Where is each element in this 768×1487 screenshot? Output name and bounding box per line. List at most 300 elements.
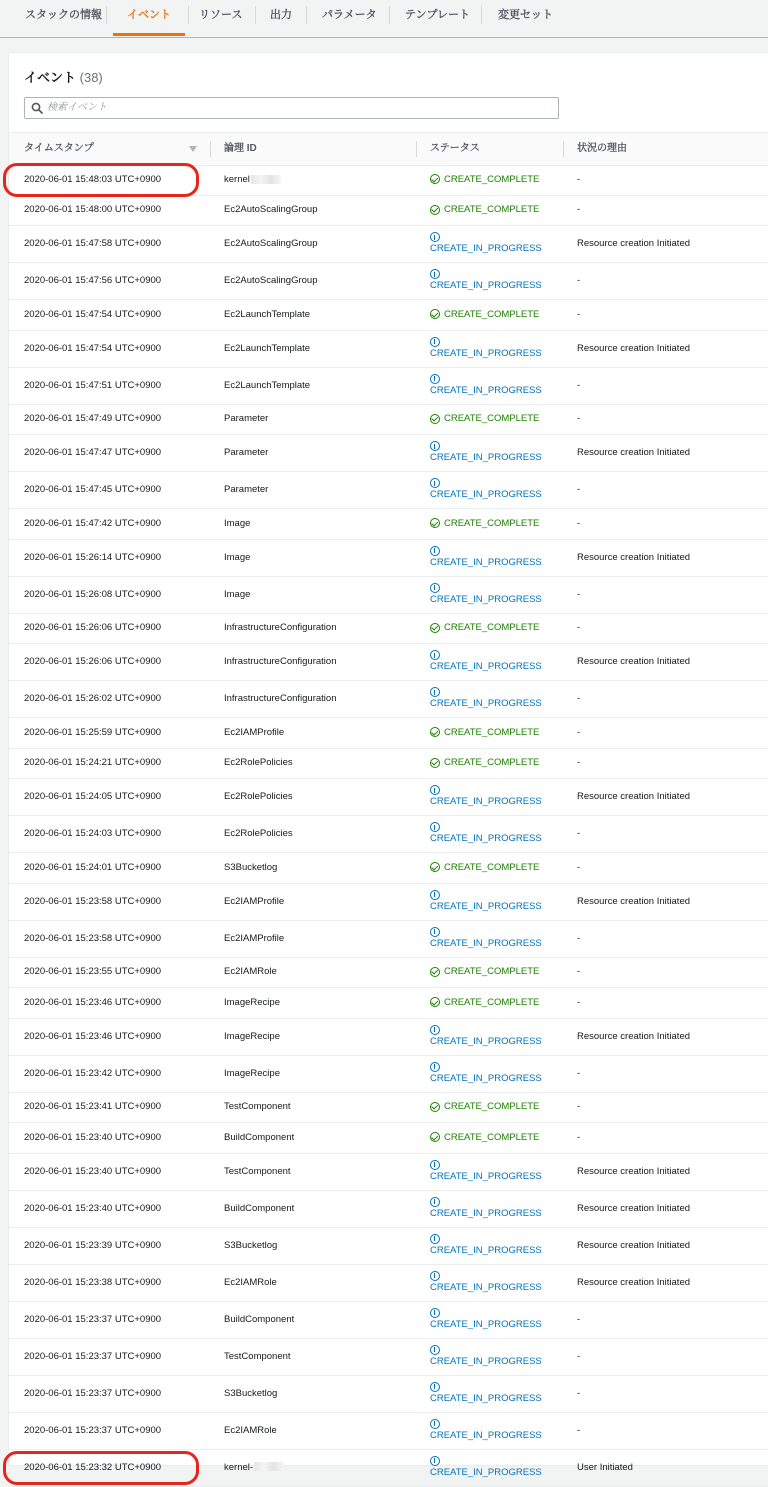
logical-id-text: S3Bucketlog bbox=[224, 861, 278, 873]
cell-status bbox=[430, 232, 542, 254]
status-text: CREATE_COMPLETE bbox=[444, 413, 540, 425]
cell-status bbox=[430, 1160, 542, 1182]
cell-logical-id bbox=[224, 1277, 277, 1288]
cell-timestamp: 2020-06-01 15:23:37 UTC+0900 bbox=[24, 1350, 162, 1362]
cell-status bbox=[430, 269, 542, 291]
status-text: CREATE_IN_PROGRESS bbox=[430, 1318, 542, 1330]
cell-logical-id bbox=[224, 1351, 291, 1362]
cell-status bbox=[430, 757, 539, 768]
cell-reason: Resource creation Initiated bbox=[577, 1165, 691, 1177]
info-circle-icon bbox=[430, 687, 440, 697]
cell-reason: Resource creation Initiated bbox=[577, 238, 691, 249]
table-row bbox=[9, 921, 768, 958]
table-row bbox=[9, 263, 768, 300]
cell-status bbox=[430, 441, 542, 463]
status-text: CREATE_IN_PROGRESS bbox=[430, 1281, 542, 1293]
cell-status bbox=[430, 890, 542, 912]
col-status[interactable]: ステータス bbox=[430, 143, 480, 154]
status-text: CREATE_IN_PROGRESS bbox=[430, 1429, 542, 1441]
info-circle-icon bbox=[430, 1382, 440, 1392]
logical-id-text: BuildComponent bbox=[224, 1131, 295, 1143]
cell-reason: - bbox=[577, 308, 581, 320]
sort-desc-icon[interactable] bbox=[189, 146, 197, 152]
status-text: CREATE_IN_PROGRESS bbox=[430, 384, 542, 396]
status-text: CREATE_COMPLETE bbox=[444, 1101, 540, 1113]
cell-status bbox=[430, 1308, 542, 1330]
table-row bbox=[9, 435, 768, 472]
search-icon bbox=[31, 102, 43, 114]
status-text: CREATE_COMPLETE bbox=[444, 966, 540, 978]
logical-id-text: TestComponent bbox=[224, 1101, 291, 1113]
info-circle-icon bbox=[430, 927, 440, 937]
cell-reason: - bbox=[577, 1101, 581, 1113]
info-circle-icon bbox=[430, 232, 440, 242]
table-row bbox=[9, 1265, 768, 1302]
cell-status bbox=[430, 583, 542, 605]
cell-reason: - bbox=[577, 1313, 581, 1325]
cell-reason: - bbox=[577, 828, 581, 839]
status-text: CREATE_COMPLETE bbox=[444, 1131, 540, 1143]
column-divider bbox=[416, 141, 417, 157]
redacted-text bbox=[251, 175, 281, 184]
status-text: CREATE_IN_PROGRESS bbox=[430, 489, 542, 500]
cell-reason: - bbox=[577, 1350, 581, 1362]
logical-id-text: Ec2IAMProfile bbox=[224, 895, 285, 907]
cell-logical-id bbox=[224, 757, 293, 768]
status-text: CREATE_IN_PROGRESS bbox=[430, 1392, 542, 1404]
cell-timestamp: 2020-06-01 15:23:37 UTC+0900 bbox=[24, 1313, 162, 1325]
info-circle-icon bbox=[430, 1197, 440, 1207]
status-text: CREATE_IN_PROGRESS bbox=[430, 1355, 542, 1367]
table-row bbox=[9, 779, 768, 816]
table-row bbox=[9, 1191, 768, 1228]
info-circle-icon bbox=[430, 441, 440, 451]
table-row bbox=[9, 1339, 768, 1376]
check-circle-icon bbox=[430, 758, 440, 768]
cell-reason: - bbox=[577, 1387, 581, 1399]
cell-status bbox=[430, 413, 539, 424]
cell-status bbox=[430, 374, 542, 396]
status-text: CREATE_COMPLETE bbox=[444, 308, 540, 320]
cell-status bbox=[430, 687, 542, 709]
cell-timestamp: 2020-06-01 15:23:40 UTC+0900 bbox=[24, 1165, 162, 1177]
cell-reason: - bbox=[577, 413, 581, 425]
logical-id-text: Parameter bbox=[224, 447, 269, 458]
check-circle-icon bbox=[430, 518, 440, 528]
cell-timestamp: 2020-06-01 15:23:55 UTC+0900 bbox=[24, 966, 162, 978]
cell-logical-id bbox=[224, 1425, 277, 1436]
status-text: CREATE_IN_PROGRESS bbox=[430, 1072, 542, 1084]
cell-timestamp: 2020-06-01 15:23:32 UTC+0900 bbox=[24, 1461, 162, 1473]
tab-divider bbox=[481, 6, 482, 24]
logical-id-text: S3Bucketlog bbox=[224, 1239, 278, 1251]
cell-timestamp: 2020-06-01 15:47:58 UTC+0900 bbox=[24, 238, 162, 249]
cell-logical-id bbox=[224, 447, 268, 458]
tab-resources[interactable]: リソース bbox=[199, 9, 243, 21]
cell-reason: Resource creation Initiated bbox=[577, 895, 691, 907]
info-circle-icon bbox=[430, 583, 440, 593]
cell-reason: - bbox=[577, 1131, 581, 1143]
logical-id-text: Ec2AutoScalingGroup bbox=[224, 204, 318, 216]
cell-logical-id bbox=[224, 997, 280, 1008]
logical-id-text: ImageRecipe bbox=[224, 1030, 280, 1042]
tab-divider bbox=[106, 6, 107, 24]
logical-id-text: kernel- bbox=[224, 1461, 254, 1473]
cell-status bbox=[430, 997, 539, 1008]
table-row bbox=[9, 577, 768, 614]
logical-id-text: Ec2IAMProfile bbox=[224, 932, 285, 944]
events-panel bbox=[8, 52, 768, 1478]
logical-id-text: Ec2RolePolicies bbox=[224, 828, 293, 839]
status-text: CREATE_COMPLETE bbox=[444, 622, 540, 634]
check-circle-icon bbox=[430, 727, 440, 737]
panel-title-text: イベント bbox=[24, 70, 77, 85]
info-circle-icon bbox=[430, 822, 440, 832]
status-text: CREATE_COMPLETE bbox=[444, 757, 540, 769]
tab-change-sets[interactable]: 変更セット bbox=[498, 9, 553, 21]
cell-reason: - bbox=[577, 932, 581, 944]
logical-id-text: Ec2RolePolicies bbox=[224, 791, 293, 802]
cell-timestamp: 2020-06-01 15:24:03 UTC+0900 bbox=[24, 828, 162, 839]
tab-template[interactable]: テンプレート bbox=[405, 9, 471, 21]
cell-logical-id bbox=[224, 484, 268, 495]
info-circle-icon bbox=[430, 1271, 440, 1281]
table-row bbox=[9, 958, 768, 989]
status-text: CREATE_IN_PROGRESS bbox=[430, 593, 542, 605]
tab-divider bbox=[188, 6, 189, 24]
cell-timestamp: 2020-06-01 15:23:38 UTC+0900 bbox=[24, 1276, 162, 1288]
cell-reason: - bbox=[577, 757, 581, 769]
cell-reason: - bbox=[577, 379, 581, 391]
info-circle-icon bbox=[430, 1062, 440, 1072]
table-row bbox=[9, 1376, 768, 1413]
cell-logical-id bbox=[224, 1462, 284, 1473]
check-circle-icon bbox=[430, 1132, 440, 1142]
cell-timestamp: 2020-06-01 15:24:05 UTC+0900 bbox=[24, 791, 162, 802]
logical-id-text: TestComponent bbox=[224, 1350, 291, 1362]
info-circle-icon bbox=[430, 1160, 440, 1170]
tab-stack-info[interactable]: スタックの情報 bbox=[25, 9, 102, 21]
cell-status bbox=[430, 966, 539, 977]
cell-logical-id bbox=[224, 693, 336, 704]
info-circle-icon bbox=[430, 337, 440, 347]
cell-status bbox=[430, 1345, 542, 1367]
logical-id-text: Ec2LaunchTemplate bbox=[224, 342, 311, 354]
logical-id-text: Ec2IAMRole bbox=[224, 966, 277, 978]
cell-logical-id bbox=[224, 933, 284, 944]
status-text: CREATE_IN_PROGRESS bbox=[430, 280, 542, 291]
cell-timestamp: 2020-06-01 15:23:46 UTC+0900 bbox=[24, 996, 162, 1008]
logical-id-text: ImageRecipe bbox=[224, 1067, 280, 1079]
info-circle-icon bbox=[430, 1025, 440, 1035]
status-text: CREATE_IN_PROGRESS bbox=[430, 1466, 542, 1478]
cell-status bbox=[430, 785, 542, 807]
cell-logical-id bbox=[224, 174, 281, 185]
cell-logical-id bbox=[224, 1166, 291, 1177]
info-circle-icon bbox=[430, 1345, 440, 1355]
cell-logical-id bbox=[224, 791, 293, 802]
table-row bbox=[9, 681, 768, 718]
table-row bbox=[9, 988, 768, 1019]
table-row bbox=[9, 1413, 768, 1450]
table-row bbox=[9, 853, 768, 884]
check-circle-icon bbox=[430, 1102, 440, 1112]
logical-id-text: Parameter bbox=[224, 484, 269, 495]
table-row bbox=[9, 644, 768, 681]
col-reason[interactable]: 状況の理由 bbox=[577, 143, 627, 154]
table-row bbox=[9, 1302, 768, 1339]
check-circle-icon bbox=[430, 967, 440, 977]
logical-id-text: Image bbox=[224, 551, 251, 563]
status-text: CREATE_COMPLETE bbox=[444, 517, 540, 529]
table-row bbox=[9, 1093, 768, 1124]
table-row bbox=[9, 749, 768, 780]
cell-reason: - bbox=[577, 173, 581, 185]
cell-status bbox=[430, 518, 539, 529]
cell-timestamp: 2020-06-01 15:47:56 UTC+0900 bbox=[24, 275, 162, 286]
cell-logical-id bbox=[224, 622, 336, 633]
cell-status bbox=[430, 650, 542, 672]
logical-id-text: Image bbox=[224, 588, 251, 600]
cell-logical-id bbox=[224, 966, 277, 977]
cell-status bbox=[430, 1132, 539, 1143]
table-row bbox=[9, 718, 768, 749]
cell-timestamp: 2020-06-01 15:23:41 UTC+0900 bbox=[24, 1101, 162, 1113]
table-row bbox=[9, 1450, 768, 1487]
events-table-body bbox=[9, 165, 768, 1487]
cell-logical-id bbox=[224, 309, 310, 320]
cell-timestamp: 2020-06-01 15:25:59 UTC+0900 bbox=[24, 726, 162, 738]
logical-id-text: Parameter bbox=[224, 413, 269, 425]
cell-logical-id bbox=[224, 343, 310, 354]
status-text: CREATE_IN_PROGRESS bbox=[430, 1244, 542, 1256]
cell-timestamp: 2020-06-01 15:47:45 UTC+0900 bbox=[24, 484, 162, 495]
status-text: CREATE_COMPLETE bbox=[444, 173, 540, 185]
cell-status bbox=[430, 727, 539, 738]
logical-id-text: InfrastructureConfiguration bbox=[224, 656, 337, 667]
status-text: CREATE_IN_PROGRESS bbox=[430, 833, 542, 844]
status-text: CREATE_IN_PROGRESS bbox=[430, 556, 542, 568]
cell-timestamp: 2020-06-01 15:23:58 UTC+0900 bbox=[24, 895, 162, 907]
tab-parameters[interactable]: パラメータ bbox=[322, 9, 377, 21]
table-row bbox=[9, 540, 768, 577]
cell-logical-id bbox=[224, 238, 317, 249]
cell-status bbox=[430, 1197, 542, 1219]
cell-timestamp: 2020-06-01 15:26:02 UTC+0900 bbox=[24, 693, 162, 704]
cell-timestamp: 2020-06-01 15:47:51 UTC+0900 bbox=[24, 379, 162, 391]
cell-timestamp: 2020-06-01 15:24:21 UTC+0900 bbox=[24, 757, 162, 769]
logical-id-text: Ec2IAMRole bbox=[224, 1424, 277, 1436]
logical-id-text: Image bbox=[224, 517, 251, 529]
cell-timestamp: 2020-06-01 15:23:46 UTC+0900 bbox=[24, 1030, 162, 1042]
status-text: CREATE_IN_PROGRESS bbox=[430, 243, 542, 254]
status-text: CREATE_IN_PROGRESS bbox=[430, 698, 542, 709]
cell-logical-id bbox=[224, 1101, 291, 1112]
check-circle-icon bbox=[430, 174, 440, 184]
info-circle-icon bbox=[430, 374, 440, 384]
status-text: CREATE_IN_PROGRESS bbox=[430, 1170, 542, 1182]
cell-status bbox=[430, 174, 539, 185]
cell-logical-id bbox=[224, 204, 317, 215]
logical-id-text: Ec2LaunchTemplate bbox=[224, 379, 311, 391]
logical-id-text: Ec2AutoScalingGroup bbox=[224, 238, 318, 249]
cell-status bbox=[430, 1456, 542, 1478]
cell-reason: Resource creation Initiated bbox=[577, 1276, 691, 1288]
col-logical-id[interactable]: 論理 ID bbox=[224, 143, 257, 154]
cell-logical-id bbox=[224, 518, 250, 529]
cell-status bbox=[430, 1271, 542, 1293]
cell-timestamp: 2020-06-01 15:26:06 UTC+0900 bbox=[24, 622, 162, 634]
event-count: (38) bbox=[79, 70, 103, 85]
info-circle-icon bbox=[430, 269, 440, 279]
cell-timestamp: 2020-06-01 15:24:01 UTC+0900 bbox=[24, 861, 162, 873]
tab-events[interactable]: イベント bbox=[113, 0, 185, 36]
status-text: CREATE_IN_PROGRESS bbox=[430, 1207, 542, 1219]
info-circle-icon bbox=[430, 890, 440, 900]
table-row bbox=[9, 368, 768, 405]
table-header bbox=[9, 132, 768, 166]
cell-reason: Resource creation Initiated bbox=[577, 656, 691, 667]
cell-logical-id bbox=[224, 1388, 277, 1399]
search-input[interactable] bbox=[47, 98, 547, 116]
cell-logical-id bbox=[224, 727, 284, 738]
cell-timestamp: 2020-06-01 15:47:47 UTC+0900 bbox=[24, 447, 162, 458]
logical-id-text: Ec2AutoScalingGroup bbox=[224, 275, 318, 286]
check-circle-icon bbox=[430, 414, 440, 424]
status-text: CREATE_IN_PROGRESS bbox=[430, 452, 542, 463]
cell-reason: - bbox=[577, 693, 581, 704]
tab-divider bbox=[306, 6, 307, 24]
cell-logical-id bbox=[224, 413, 268, 424]
cell-reason: - bbox=[577, 622, 581, 634]
logical-id-text: ImageRecipe bbox=[224, 996, 280, 1008]
table-row bbox=[9, 165, 768, 196]
cell-logical-id bbox=[224, 1031, 280, 1042]
table-row bbox=[9, 226, 768, 263]
cell-reason: - bbox=[577, 484, 581, 495]
status-text: CREATE_IN_PROGRESS bbox=[430, 347, 542, 359]
search-box[interactable] bbox=[24, 97, 559, 119]
cell-logical-id bbox=[224, 1314, 294, 1325]
cell-reason: - bbox=[577, 517, 581, 529]
cell-status bbox=[430, 478, 542, 500]
status-text: CREATE_IN_PROGRESS bbox=[430, 937, 542, 949]
column-divider bbox=[210, 141, 211, 157]
cell-status bbox=[430, 309, 539, 320]
status-text: CREATE_IN_PROGRESS bbox=[430, 796, 542, 807]
cell-logical-id bbox=[224, 1240, 277, 1251]
table-row bbox=[9, 1019, 768, 1056]
cell-reason: Resource creation Initiated bbox=[577, 447, 691, 458]
tab-bar bbox=[0, 0, 768, 38]
info-circle-icon bbox=[430, 1234, 440, 1244]
cell-status bbox=[430, 1025, 542, 1047]
status-text: CREATE_COMPLETE bbox=[444, 726, 540, 738]
cell-status bbox=[430, 927, 542, 949]
table-row bbox=[9, 405, 768, 436]
cell-timestamp: 2020-06-01 15:26:06 UTC+0900 bbox=[24, 656, 162, 667]
logical-id-text: BuildComponent bbox=[224, 1202, 295, 1214]
cell-timestamp: 2020-06-01 15:23:39 UTC+0900 bbox=[24, 1239, 162, 1251]
check-circle-icon bbox=[430, 623, 440, 633]
info-circle-icon bbox=[430, 478, 440, 488]
cell-logical-id bbox=[224, 862, 277, 873]
logical-id-text: BuildComponent bbox=[224, 1313, 295, 1325]
info-circle-icon bbox=[430, 1419, 440, 1429]
cell-logical-id bbox=[224, 275, 317, 286]
cell-reason: Resource creation Initiated bbox=[577, 1239, 691, 1251]
cell-reason: - bbox=[577, 861, 581, 873]
status-text: CREATE_COMPLETE bbox=[444, 204, 540, 216]
logical-id-text: Ec2RolePolicies bbox=[224, 757, 293, 769]
logical-id-text: Ec2LaunchTemplate bbox=[224, 308, 311, 320]
cell-logical-id bbox=[224, 896, 284, 907]
status-text: CREATE_IN_PROGRESS bbox=[430, 1035, 542, 1047]
cell-timestamp: 2020-06-01 15:47:42 UTC+0900 bbox=[24, 517, 162, 529]
cell-timestamp: 2020-06-01 15:48:03 UTC+0900 bbox=[24, 173, 162, 185]
cell-status bbox=[430, 1234, 542, 1256]
cell-timestamp: 2020-06-01 15:26:08 UTC+0900 bbox=[24, 588, 162, 600]
cell-reason: User Initiated bbox=[577, 1461, 633, 1473]
cell-status bbox=[430, 204, 539, 215]
cell-logical-id bbox=[224, 656, 336, 667]
cell-timestamp: 2020-06-01 15:26:14 UTC+0900 bbox=[24, 551, 162, 563]
logical-id-text: Ec2IAMRole bbox=[224, 1276, 277, 1288]
cell-status bbox=[430, 862, 539, 873]
table-row bbox=[9, 331, 768, 368]
cell-reason: - bbox=[577, 1067, 581, 1079]
info-circle-icon bbox=[430, 546, 440, 556]
cell-reason: - bbox=[577, 1424, 581, 1436]
cell-status bbox=[430, 546, 542, 568]
cell-logical-id bbox=[224, 1203, 294, 1214]
logical-id-text: TestComponent bbox=[224, 1165, 291, 1177]
check-circle-icon bbox=[430, 205, 440, 215]
cell-status bbox=[430, 1101, 539, 1112]
cell-status bbox=[430, 1382, 542, 1404]
table-row bbox=[9, 1056, 768, 1093]
column-divider bbox=[563, 141, 564, 157]
cell-logical-id bbox=[224, 589, 250, 600]
info-circle-icon bbox=[430, 785, 440, 795]
status-text: CREATE_COMPLETE bbox=[444, 861, 540, 873]
cell-logical-id bbox=[224, 552, 250, 563]
col-timestamp[interactable]: タイムスタンプ bbox=[24, 143, 94, 154]
tab-outputs[interactable]: 出力 bbox=[270, 9, 292, 21]
cell-timestamp: 2020-06-01 15:23:37 UTC+0900 bbox=[24, 1424, 162, 1436]
cell-reason: - bbox=[577, 966, 581, 978]
logical-id-text: Ec2IAMProfile bbox=[224, 726, 285, 738]
cell-reason: Resource creation Initiated bbox=[577, 551, 691, 563]
info-circle-icon bbox=[430, 1308, 440, 1318]
cell-reason: Resource creation Initiated bbox=[577, 1030, 691, 1042]
table-row bbox=[9, 816, 768, 853]
table-row bbox=[9, 300, 768, 331]
cell-status bbox=[430, 337, 542, 359]
logical-id-text: kernel bbox=[224, 173, 250, 185]
check-circle-icon bbox=[430, 997, 440, 1007]
tab-divider bbox=[255, 6, 256, 24]
cell-logical-id bbox=[224, 1132, 294, 1143]
table-row bbox=[9, 472, 768, 509]
table-row bbox=[9, 1154, 768, 1191]
cell-logical-id bbox=[224, 828, 293, 839]
cell-reason: - bbox=[577, 204, 581, 216]
cell-timestamp: 2020-06-01 15:23:58 UTC+0900 bbox=[24, 932, 162, 944]
cell-status bbox=[430, 822, 542, 844]
cell-timestamp: 2020-06-01 15:23:40 UTC+0900 bbox=[24, 1131, 162, 1143]
logical-id-text: S3Bucketlog bbox=[224, 1387, 278, 1399]
